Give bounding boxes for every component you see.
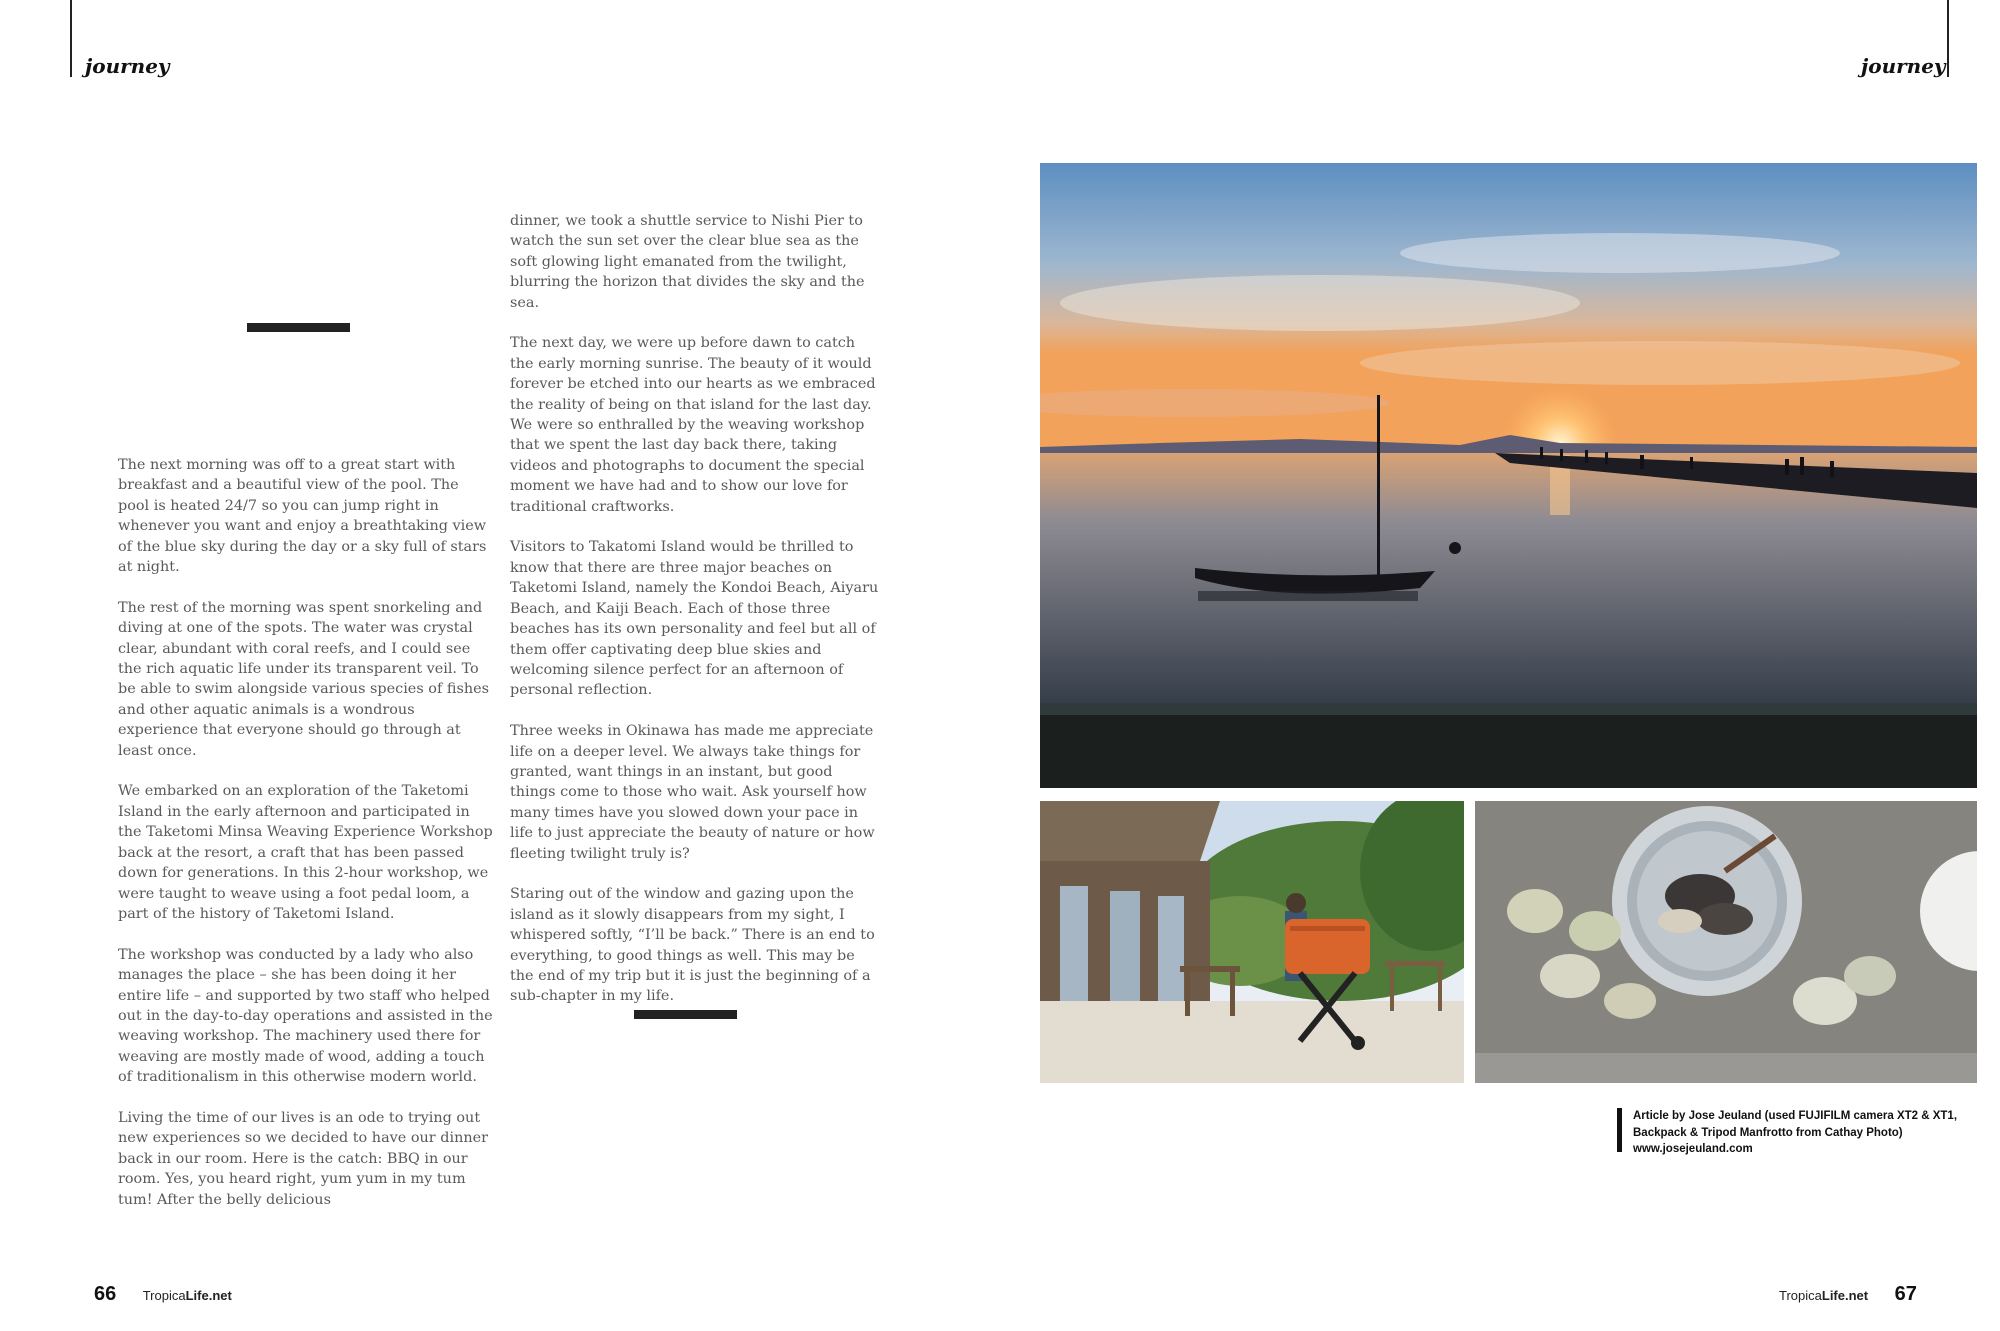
bbq-grill-photo (1040, 801, 1464, 1083)
paragraph: The next morning was off to a great start with breakfast and a beautiful view of the pool. The pool is heated 24/7 so you can jump right in whenever you want and enjoy a breathtaking view of the blue sky during the day or a sky full of stars at night. (118, 457, 487, 576)
brand-left (143, 1288, 232, 1303)
paragraph: dinner, we took a shuttle service to Nishi Pier to watch the sun set over the clear blue sea as the soft glowing light emanated from the twilight, blurring the horizon that divides the sky and the sea. (510, 213, 865, 311)
brand-prefix: Tropica (1779, 1288, 1822, 1303)
credit-line-2: Backpack & Tripod Manfrotto from Cathay Photo) (1633, 1126, 1903, 1139)
paragraph: Staring out of the window and gazing upon the island as it slowly disappears from my sight, I whispered softly, “I’ll be back.” There is an end to everything, to good things as well. This may be the end of my trip but it is just the beginning of a sub-chapter in my life. (510, 886, 875, 1005)
brand-prefix: Tropica (142, 1288, 186, 1303)
brand-right (1779, 1288, 1868, 1303)
brand-suffix: .net (1845, 1288, 1869, 1303)
paragraph: We embarked on an exploration of the Taketomi Island in the early afternoon and participated in the Taketomi Minsa Weaving Experience Workshop back at the resort, a craft that has been passed down for generations. In this 2-hour workshop, we were taught to weave using a foot pedal loom, a part of the history of Taketomi Island. (118, 783, 493, 922)
paragraph: Living the time of our lives is an ode to trying out new experiences so we decided to have our dinner back in our room. Here is the catch: BBQ in our room. Yes, you heard right, yum yum in my tum tum! After the belly delicious (118, 1109, 488, 1208)
paragraph: The rest of the morning was spent snorkeling and diving at one of the spots. The water was crystal clear, abundant with coral reefs, and I could see the rich aquatic life under its transparent veil. To be able to swim alongside various species of fishes and other aquatic animals is a wondrous experience that everyone should go through at least once. (118, 599, 490, 759)
credit-line-3: www.josejeuland.com (1633, 1143, 1753, 1155)
credit-rule (1617, 1108, 1622, 1152)
page-number-left: 66 (94, 1283, 117, 1305)
paragraph: Visitors to Takatomi Island would be thrilled to know that there are three major beaches on Taketomi Island, namely the Kondoi Beach, Aiyaru Beach, and Kaiji Beach. Each of those three beaches has its own personality and feel but all of them offer captivating deep blue skies and welcoming silence perfect for an afternoon of personal reflection. (510, 539, 879, 699)
right-header-rule (1947, 0, 1949, 77)
paragraph: The next day, we were up before dawn to catch the early morning sunrise. The beauty of it would forever be etched into our hearts as we embraced the reality of being on that island for the last day. We were so enthralled by the weaving workshop that we spent the last day back there, taking videos and photographs to document the special moment we have had and to show our love for traditional craftworks. (510, 335, 876, 515)
section-tag-left: journey (85, 54, 170, 78)
sunset-pier-photo (1040, 163, 1977, 788)
paragraph: The workshop was conducted by a lady who also manages the place – she has been doing it her entire life – and supported by two staff who helped out in the day-to-day operations and assisted in the weaving workshop. The machinery used there for weaving are mostly made of wood, adding a touch of traditionalism in this otherwise modern world. (118, 946, 493, 1086)
section-tag-right: journey (1861, 54, 1946, 78)
left-header-rule (70, 0, 72, 77)
brand-bold: Life (1821, 1288, 1845, 1303)
divider-dash-top (247, 323, 350, 332)
paragraph: Three weeks in Okinawa has made me appreciate life on a deeper level. We always take things for granted, want things in an instant, but good things come to those who wait. Ask yourself how many times have you slowed down your pace in life to just appreciate the beauty of nature or how fleeting twilight truly is? (510, 723, 875, 862)
footer-right (1779, 1283, 1917, 1306)
brand-bold: Life (185, 1288, 209, 1303)
oyster-bowl-photo (1475, 801, 1977, 1083)
article-column-right (510, 211, 882, 1027)
article-column-left (118, 455, 493, 1230)
credit-line-1: Article by Jose Jeuland (used FUJIFILM camera XT2 & XT1, (1633, 1110, 1958, 1122)
page-number-right: 67 (1894, 1283, 1917, 1305)
footer-left (94, 1283, 232, 1306)
photo-credit (1633, 1108, 1993, 1158)
brand-suffix: .net (208, 1288, 232, 1303)
